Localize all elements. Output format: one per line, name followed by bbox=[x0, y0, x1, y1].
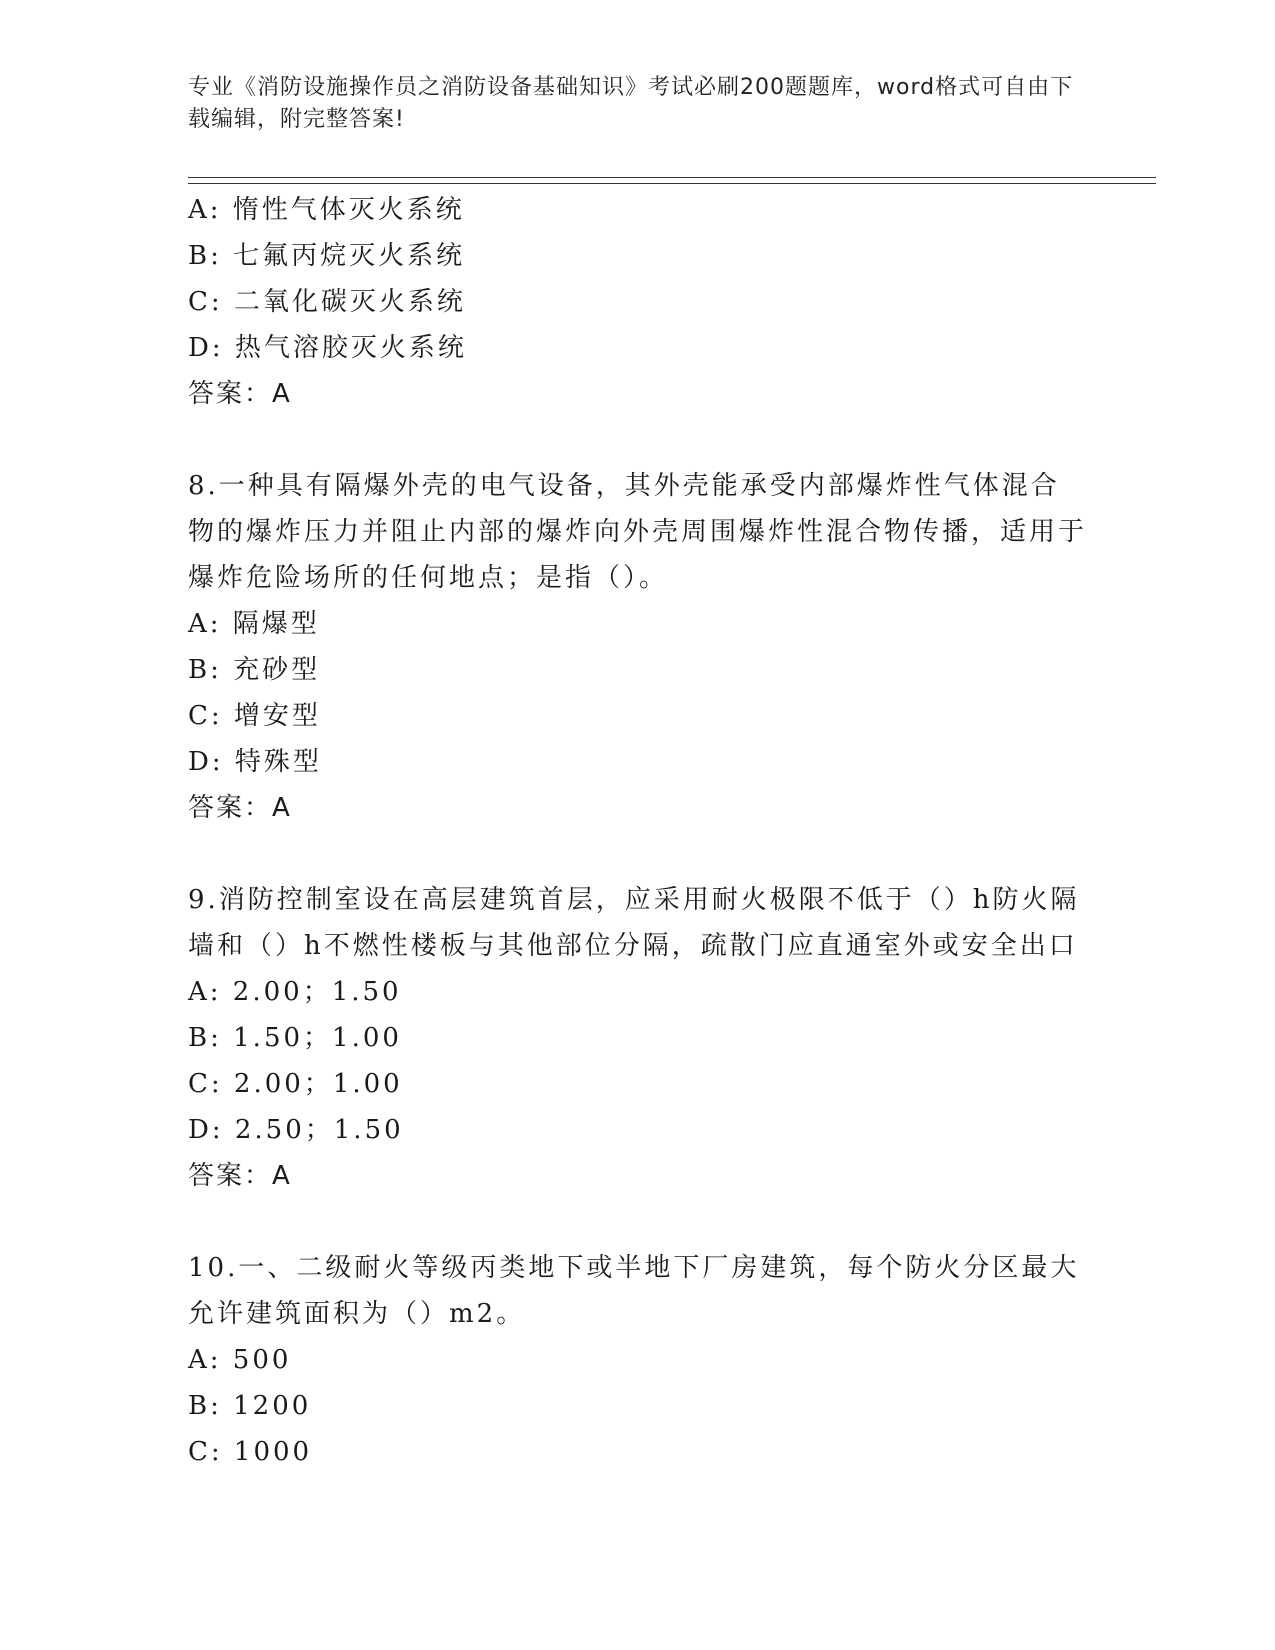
option-b: B: 充砂型 bbox=[188, 655, 321, 685]
question-text: 9.消防控制室设在高层建筑首层，应采用耐火极限不低于（）h防火隔墙和（）h不燃性楼板与其他部位分隔，疏散门应直通室外或安全出口 bbox=[188, 885, 1080, 961]
option-a: A: 惰性气体灭火系统 bbox=[188, 195, 465, 225]
question-text: 8.一种具有隔爆外壳的电气设备，其外壳能承受内部爆炸性气体混合物的爆炸压力并阻止内部的爆炸向外壳周围爆炸性混合物传播，适用于爆炸危险场所的任何地点；是指（）。 bbox=[188, 471, 1088, 593]
header-divider-bottom bbox=[188, 183, 1156, 184]
option-b: B: 七氟丙烷灭火系统 bbox=[188, 241, 466, 271]
option-a: A: 500 bbox=[188, 1345, 292, 1375]
option-d: D: 热气溶胶灭火系统 bbox=[188, 333, 467, 363]
option-a: A: 2.00；1.50 bbox=[188, 977, 402, 1007]
question-10 bbox=[188, 1245, 1088, 1475]
question-content bbox=[188, 187, 1088, 1475]
option-c: C: 增安型 bbox=[188, 701, 321, 731]
option-b: B: 1200 bbox=[188, 1391, 312, 1421]
spacer bbox=[188, 831, 1088, 877]
option-b: B: 1.50；1.00 bbox=[188, 1023, 402, 1053]
option-d: D: 2.50；1.50 bbox=[188, 1115, 404, 1145]
question-8 bbox=[188, 463, 1088, 831]
header-divider-top bbox=[188, 177, 1156, 178]
question-7-continued bbox=[188, 187, 1088, 417]
question-text: 10.一、二级耐火等级丙类地下或半地下厂房建筑，每个防火分区最大允许建筑面积为（）m2。 bbox=[188, 1253, 1080, 1329]
document-header: 专业《消防设施操作员之消防设备基础知识》考试必刷200题题库，word格式可自由下载编辑，附完整答案! bbox=[188, 75, 1074, 132]
answer-line: 答案：A bbox=[188, 793, 292, 823]
option-d: D: 特殊型 bbox=[188, 747, 322, 777]
spacer bbox=[188, 1199, 1088, 1245]
answer-line: 答案：A bbox=[188, 379, 292, 409]
option-a: A: 隔爆型 bbox=[188, 609, 320, 639]
answer-line: 答案：A bbox=[188, 1161, 292, 1191]
question-9 bbox=[188, 877, 1088, 1199]
option-c: C: 1000 bbox=[188, 1437, 313, 1467]
spacer bbox=[188, 417, 1088, 463]
option-c: C: 二氧化碳灭火系统 bbox=[188, 287, 466, 317]
option-c: C: 2.00；1.00 bbox=[188, 1069, 403, 1099]
